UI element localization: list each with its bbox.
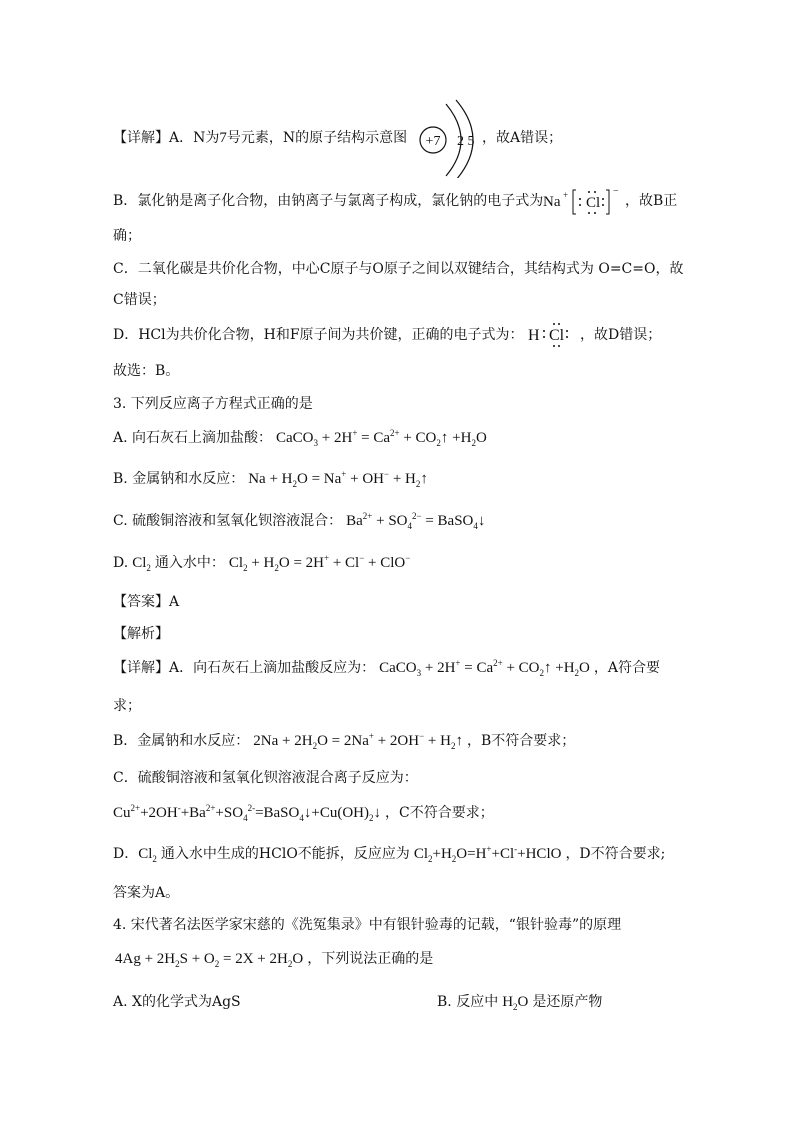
question4-option-b <box>437 992 602 1012</box>
detail-c-line1: C．二氧化碳是共价化合物，中心C原子与O原子之间以双键结合，其结构式为 O=C=O，故 <box>113 261 684 277</box>
question3-option-d <box>113 553 414 573</box>
option-d-label: D. <box>113 555 129 571</box>
detail-d-end: ，故D错误； <box>580 327 662 343</box>
q3-detail-b-equation: $2Na + 2H_2O = 2Na^+ + 2OH^-$ + $H_2↑$ <box>253 731 463 751</box>
question4-equation-line <box>115 949 433 969</box>
hcl-electron-formula <box>528 318 580 350</box>
q3-detail-d-cl2: $Cl_2$ <box>138 846 157 864</box>
q3-detail-c-line2 <box>113 803 494 823</box>
question4-option-a: A. X的化学式为AgS <box>113 994 241 1010</box>
q3-detail-b-pre: B．金属钠和水反应： <box>113 733 250 749</box>
svg-text:−: − <box>613 186 619 197</box>
option-b-label: B. 金属钠和水反应： <box>113 471 245 487</box>
option-a-label: A. 向石灰石上滴加盐酸： <box>113 430 273 446</box>
option-a-equation: CaCO$_3$ + $2H^+ = Ca^{2+}$ + $CO_2↑ +H_2O$ <box>276 428 487 448</box>
nacl-electron-formula <box>543 184 625 218</box>
option-b-pre: B. 反应中 <box>437 994 499 1010</box>
svg-text:Cl: Cl <box>586 195 601 211</box>
q3-detail-b <box>113 731 575 751</box>
detail-a-mid: 号元素，N的原子结构示意图 <box>226 130 408 146</box>
q3-detail-a <box>113 658 660 678</box>
nucleus-charge: +7 <box>425 134 441 149</box>
svg-text:Na: Na <box>543 194 561 210</box>
question4-equation-post: ，下列说法正确的是 <box>307 951 434 967</box>
electron-shells: 2 5 <box>457 134 475 149</box>
detail-d-text: D．HCl为共价化合物，H和F原子间为共价键，正确的电子式为： <box>113 327 524 343</box>
question3-answer: 【答案】A <box>113 594 180 610</box>
question4-equation: $4Ag + 2H_2S + O_2 = 2X + 2H_2O$ <box>115 951 304 969</box>
option-c-label: C. 硫酸铜溶液和氢氧化钡溶液混合： <box>113 513 343 529</box>
detail-b-line1 <box>113 191 543 211</box>
svg-text:H: H <box>528 327 540 344</box>
q3-detail-a-post: ，A符合要 <box>593 660 660 676</box>
q3-detail-d-post: ，D不符合要求; <box>565 846 666 862</box>
q3-detail-d-mid: 通入水中生成的HClO不能拆，反应应为 <box>160 846 410 862</box>
q3-detail-d-pre: D． <box>113 846 139 862</box>
q3-conclusion: 答案为A。 <box>113 885 180 901</box>
q3-detail-b-post: ，B不符合要求； <box>466 733 576 749</box>
question3-option-a <box>113 428 491 448</box>
question4-stem: 4. 宋代著名法医学家宋慈的《洗冤集录》中有银针验毒的记载，“银针验毒”的原理 <box>113 917 622 933</box>
q3-detail-c-post: ，C不符合要求； <box>384 805 494 821</box>
option-b-post: 是还原产物 <box>532 994 603 1010</box>
q3-detail-d <box>113 844 665 864</box>
option-b-equation: $Na + H_2O = Na^+ + OH^-$ + $H_2↑$ <box>248 469 428 489</box>
detail-d-line1 <box>113 325 524 345</box>
choice-conclusion: 故选：B。 <box>113 363 180 379</box>
q3-detail-c-line1: C．硫酸铜溶液和氢氧化钡溶液混合离子反应为： <box>113 770 418 786</box>
detail-b-line2: 确； <box>113 228 141 244</box>
detail-a-seven: 7 <box>219 130 227 146</box>
q3-detail-c-equation: $Cu^{2+}+2OH^-+Ba^{2+}+SO_4^{2-}=BaSO_4↓+Cu(OH)_2↓$ <box>113 803 381 823</box>
option-d-label-post: 通入水中： <box>154 555 225 571</box>
detail-b-text: B．氯化钠是离子化合物，由钠离子与氯离子构成，氯化钠的电子式为 <box>113 193 544 209</box>
option-d-cl2: $Cl_2$ <box>132 555 151 573</box>
detail-a-line <box>113 128 407 148</box>
detail-b-end: ，故B正 <box>625 193 678 209</box>
question3-stem: 3. 下列反应离子方程式正确的是 <box>113 396 313 412</box>
svg-text:+: + <box>563 190 569 200</box>
q3-detail-a-line2: 求； <box>113 698 141 714</box>
option-c-equation: $Ba^{2+} + SO_4^{2-}$ = BaSO$_4$↓ <box>346 511 486 531</box>
svg-text:Cl: Cl <box>549 327 565 344</box>
option-d-equation: $Cl_2 + H_2O = 2H^+ + Cl^- + ClO^-$ <box>228 553 411 573</box>
detail-a-end: ，故A错误； <box>482 130 563 146</box>
detail-a-prefix: 【详解】A．N为 <box>113 130 220 146</box>
nitrogen-atom-diagram <box>416 98 486 178</box>
q3-detail-d-equation: $Cl_2+H_2O=H^++Cl^-+HClO$ <box>413 844 562 864</box>
question3-option-c <box>113 511 489 531</box>
detail-c-line2: C错误； <box>113 292 166 308</box>
option-b-water: $H_2O$ <box>502 994 529 1012</box>
q3-detail-a-pre: 【详解】A．向石灰石上滴加盐酸反应为： <box>113 660 376 676</box>
question3-analysis-heading: 【解析】 <box>113 626 169 642</box>
q3-detail-a-equation: CaCO$_3$ + $2H^+ = Ca^{2+}$ + $CO_2↑ +H_2O$ <box>379 658 590 678</box>
question3-option-b <box>113 469 432 489</box>
